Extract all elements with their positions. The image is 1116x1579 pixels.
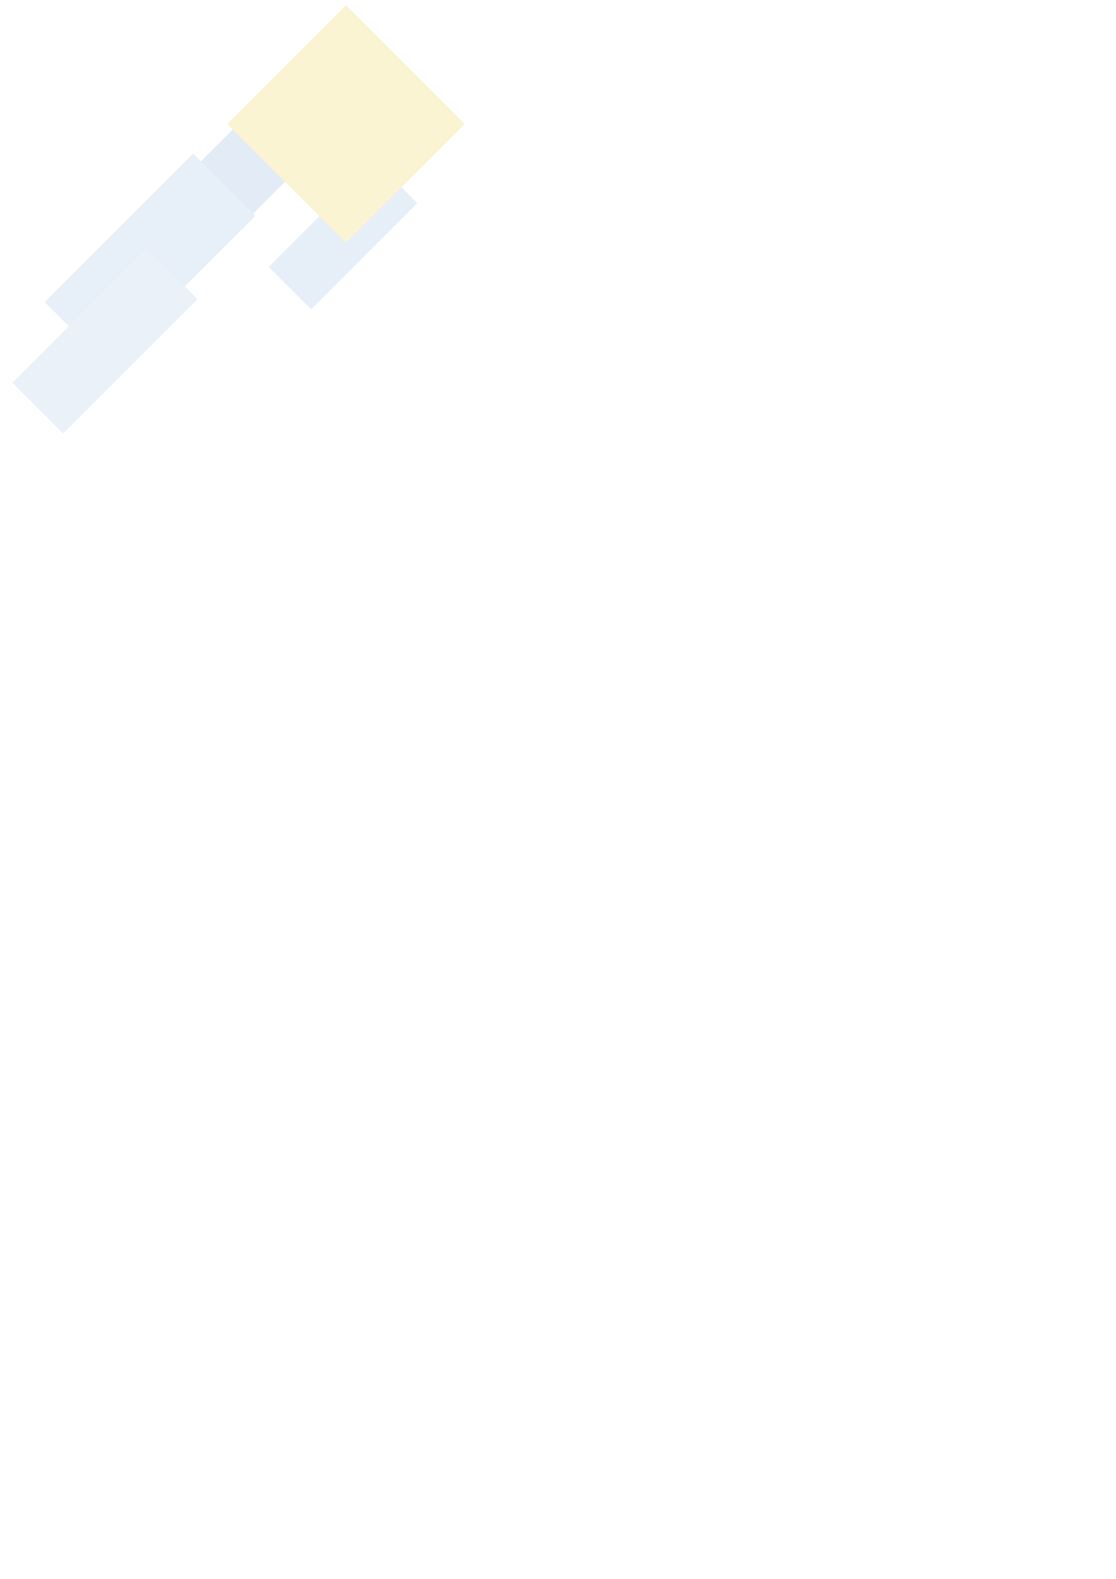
watermark-diamond: [227, 5, 465, 243]
watermark-band: [155, 55, 359, 259]
watermark-band: [45, 154, 256, 365]
watermark-band: [12, 248, 197, 433]
watermark-band: [269, 161, 417, 309]
